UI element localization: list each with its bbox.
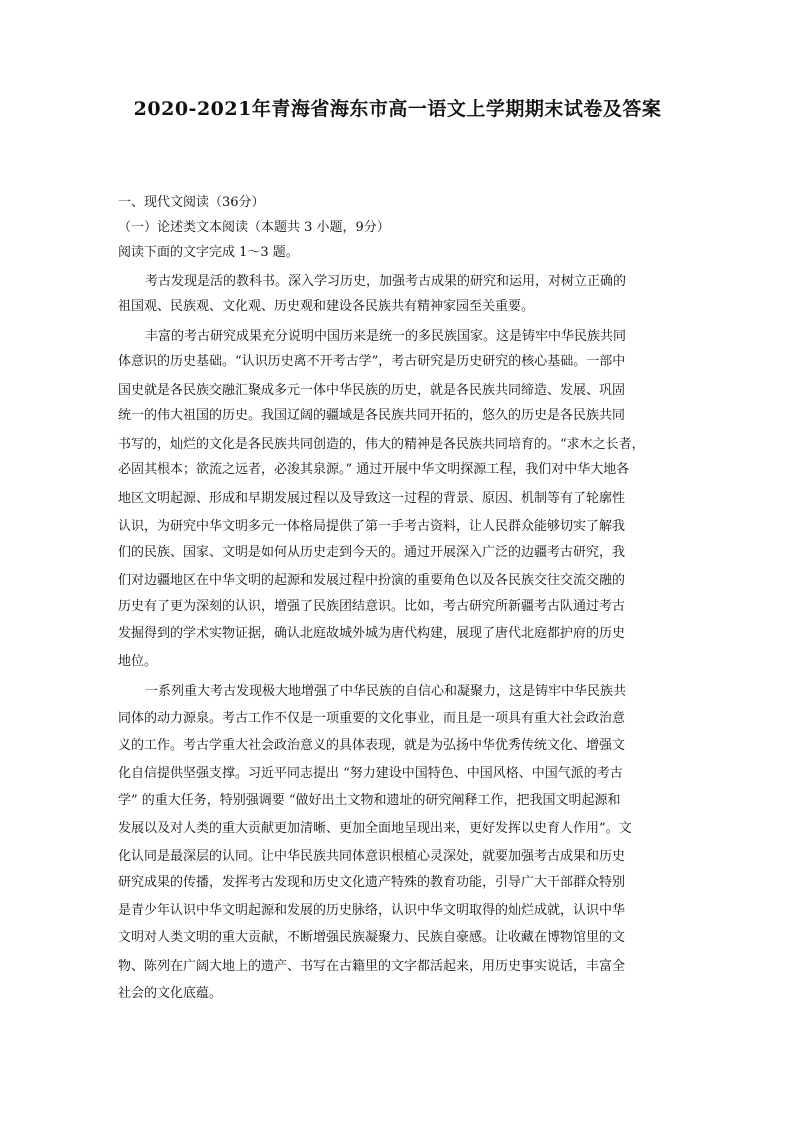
paragraph-line: 化认同是最深层的认同。让中华民族共同体意识根植心灵深处，就要加强考古成果和历史 — [118, 849, 626, 864]
paragraph-line: 地区文明起源、形成和早期发展过程以及导致这一过程的背景、原因、机制等有了轮廓性 — [118, 491, 626, 506]
paragraph-line: 化自信提供坚强支撑。习近平同志提出 “努力建设中国特色、中国风格、中国气派的考古 — [118, 766, 623, 781]
paragraph-line: 必固其根本；欲流之远者，必浚其泉源。” 通过开展中华文明探源工程，我们对中华大地各 — [118, 462, 630, 477]
paragraph-line: 一系列重大考古发现极大地增强了中华民族的自信心和凝聚力，这是铸牢中华民族共 — [145, 684, 627, 699]
paragraph-line: 认识，为研究中华文明多元一体格局提供了第一手考古资料，让人民群众能够切实了解我 — [118, 519, 626, 534]
paragraph-line: 发展以及对人类的重大贡献更加清晰、更加全面地呈现出来，更好发挥以史育人作用”。文 — [118, 821, 632, 836]
paragraph-line: 丰富的考古研究成果充分说明中国历来是统一的多民族国家。这是铸牢中华民族共同 — [145, 329, 627, 344]
paragraph-line: 研究成果的传播，发挥考古发现和历史文化遗产特殊的教育功能，引导广大干部群众特别 — [118, 875, 626, 890]
paragraph-line: 发掘得到的学术实物证据，确认北庭故城外城为唐代构建，展现了唐代北庭都护府的历史 — [118, 626, 626, 641]
paragraph-line: 国史就是各民族交融汇聚成多元一体中华民族的历史，就是各民族共同缔造、发展、巩固 — [118, 383, 626, 398]
subsection-heading: （一）论述类文本阅读（本题共 3 小题，9分） — [118, 220, 390, 235]
paragraph-line: 祖国观、民族观、文化观、历史观和建设各民族共有精神家园至关重要。 — [118, 299, 535, 314]
section-heading: 一、现代文阅读（36分） — [118, 195, 265, 210]
paragraph-line: 考古发现是活的教科书。深入学习历史，加强考古成果的研究和运用，对树立正确的 — [145, 274, 627, 289]
paragraph-line: 学” 的重大任务，特别强调要 “做好出土文物和遗址的研究阐释工作，把我国文明起源和 — [118, 793, 621, 808]
reading-instruction: 阅读下面的文字完成 1～3 题。 — [118, 245, 299, 260]
paragraph-line: 义的工作。考古学重大社会政治意义的具体表现，就是为弘扬中华优秀传统文化、增强文 — [118, 738, 626, 753]
paragraph-line: 物、陈列在广阔大地上的遗产、书写在古籍里的文字都活起来，用历史事实说话，丰富全 — [118, 959, 626, 974]
paragraph-line: 地位。 — [118, 654, 158, 669]
paragraph-line: 们对边疆地区在中华文明的起源和发展过程中扮演的重要角色以及各民族交往交流交融的 — [118, 573, 626, 588]
paragraph-line: 社会的文化底蕴。 — [118, 986, 223, 1001]
paragraph-line: 文明对人类文明的重大贡献，不断增强民族凝聚力、民族自豪感。让收藏在博物馆里的文 — [118, 930, 626, 945]
document-title: 2020-2021年青海省海东市高一语文上学期期末试卷及答案 — [133, 98, 662, 120]
paragraph-line: 们的民族、国家、文明是如何从历史走到今天的。通过开展深入广泛的边疆考古研究，我 — [118, 545, 626, 560]
paragraph-line: 统一的伟大祖国的历史。我国辽阔的疆域是各民族共同开拓的，悠久的历史是各民族共同 — [118, 408, 626, 423]
paragraph-line: 体意识的历史基础。“认识历史离不开考古学”，考古研究是历史研究的核心基础。一部中 — [118, 354, 626, 369]
paragraph-line: 历史有了更为深刻的认识，增强了民族团结意识。比如，考古研究所新疆考古队通过考古 — [118, 599, 626, 614]
paragraph-line: 是青少年认识中华文明起源和发展的历史脉络，认识中华文明取得的灿烂成就，认识中华 — [118, 903, 626, 918]
paragraph-line: 书写的，灿烂的文化是各民族共同创造的，伟大的精神是各民族共同培育的。“求木之长者， — [118, 437, 645, 452]
paragraph-line: 同体的动力源泉。考古工作不仅是一项重要的文化事业，而且是一项具有重大社会政治意 — [118, 711, 626, 726]
